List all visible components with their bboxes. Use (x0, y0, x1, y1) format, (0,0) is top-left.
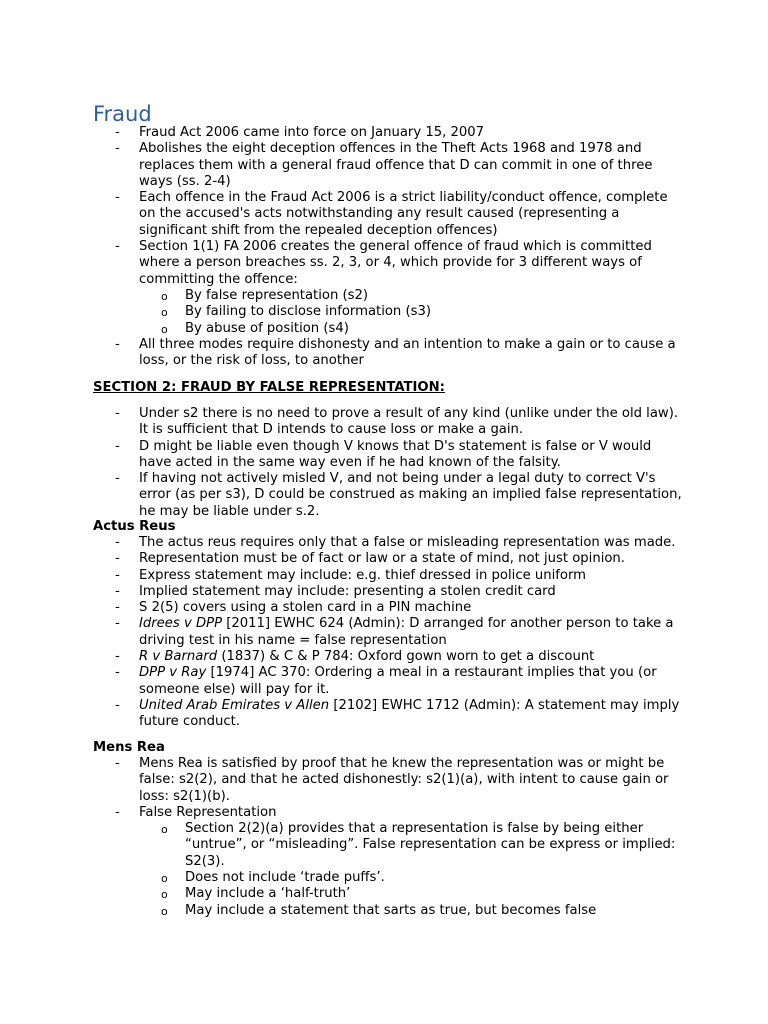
dash-bullet: - (115, 336, 120, 352)
list-item-text: Implied statement may include: presenting a stolen credit card (139, 583, 556, 599)
dash-bullet: - (115, 239, 120, 255)
list-item (93, 406, 683, 439)
sub-list-item (93, 288, 683, 304)
list-item (93, 568, 683, 584)
list-item (93, 584, 683, 600)
dash-bullet: - (115, 471, 120, 487)
circle-bullet: o (161, 289, 168, 303)
sub-list-item (93, 321, 683, 337)
false-representation-sublist (139, 821, 683, 919)
list-item-text: Express statement may include: e.g. thief dressed in police uniform (139, 567, 587, 583)
case-name: United Arab Emirates v Allen (139, 697, 330, 713)
case-name: DPP v Ray (139, 665, 207, 681)
actus-reus-heading: Actus Reus (93, 519, 176, 534)
list-item-text: Each offence in the Fraud Act 2006 is a strict liability/conduct offence, complete on the accused's acts notwithstanding any result caused (representing a significant shift from the repealed deception offences) (139, 190, 668, 238)
case-item (93, 665, 683, 698)
dash-bullet: - (115, 649, 120, 665)
dash-bullet: - (115, 551, 120, 567)
mens-rea-list (93, 756, 683, 919)
list-item-text: If having not actively misled V, and not being under a legal duty to correct V's error (as per s3), D could be construed as making an implied false representation, he may be liable under s.2. (139, 471, 682, 519)
list-item (93, 551, 683, 567)
circle-bullet: o (161, 872, 168, 886)
mens-rea-section (93, 756, 683, 919)
list-item-text: Abolishes the eight deception offences in the Theft Acts 1968 and 1978 and replaces them with a general fraud offence that D can commit in one of three ways (ss. 2-4) (139, 141, 653, 189)
section2-section (93, 406, 683, 520)
dash-bullet: - (115, 190, 120, 206)
dash-bullet: - (115, 567, 120, 583)
sub-list-item (93, 903, 683, 919)
dash-bullet: - (115, 125, 120, 140)
list-item (93, 600, 683, 616)
list-item-text: S 2(5) covers using a stolen card in a PIN machine (139, 600, 472, 616)
circle-bullet: o (161, 306, 168, 320)
intro-section (93, 125, 683, 369)
case-name: R v Barnard (139, 649, 218, 665)
case-text: [1974] AC 370: Ordering a meal in a restaurant implies that you (or someone else) will pay for it. (139, 665, 657, 697)
list-item-text: Fraud Act 2006 came into force on January 15, 2007 (139, 125, 485, 140)
modes-sublist (139, 288, 683, 337)
sub-list-item-text: Section 2(2)(a) provides that a representation is false by being either “untrue”, or “misleading”. False representation can be express or implied: S2(3). (185, 821, 676, 869)
sub-list-item-text: May include a statement that sarts as true, but becomes false (185, 902, 597, 918)
dash-bullet: - (115, 438, 120, 454)
list-item-text: Section 1(1) FA 2006 creates the general offence of fraud which is committed where a person breaches ss. 2, 3, or 4, which provide for 3 different ways of committing the offence: (139, 239, 652, 287)
section2-heading: SECTION 2: FRAUD BY FALSE REPRESENTATION: (93, 380, 445, 395)
intro-list (93, 125, 683, 369)
list-item-text: False Representation (139, 804, 277, 820)
sub-list-item (93, 821, 683, 870)
circle-bullet: o (161, 888, 168, 902)
case-text: (1837) & C & P 784: Oxford gown worn to get a discount (217, 649, 595, 665)
dash-bullet: - (115, 406, 120, 421)
sub-list-item-text: Does not include ‘trade puffs’. (185, 870, 385, 886)
dash-bullet: - (115, 616, 120, 632)
list-item (93, 239, 683, 337)
sub-list-item-text: May include a ‘half-truth’ (185, 886, 351, 902)
dash-bullet: - (115, 804, 120, 820)
dash-bullet: - (115, 535, 120, 550)
mens-rea-heading: Mens Rea (93, 740, 165, 755)
list-item-text: The actus reus requires only that a false or misleading representation was made. (139, 535, 676, 550)
actus-reus-section (93, 535, 683, 731)
circle-bullet: o (161, 322, 168, 336)
case-item (93, 649, 683, 665)
dash-bullet: - (115, 600, 120, 616)
sub-list-item-text: By abuse of position (s4) (185, 320, 349, 336)
list-item-text: Mens Rea is satisfied by proof that he knew the representation was or might be false: s2(2), and that he acted dishonestly: s2(1)(a), with intent to cause gain or loss: s2(1)(b). (139, 756, 669, 804)
list-item (93, 337, 683, 370)
list-item-text: D might be liable even though V knows that D's statement is false or V would have acted in the same way even if he had known of the falsity. (139, 438, 652, 470)
case-text: [2011] EWHC 624 (Admin): D arranged for another person to take a driving test in his name = false representation (139, 616, 674, 648)
circle-bullet: o (161, 904, 168, 918)
dash-bullet: - (115, 756, 120, 771)
list-item (93, 471, 683, 520)
section2-list (93, 406, 683, 520)
list-item-text: Representation must be of fact or law or a state of mind, not just opinion. (139, 551, 625, 567)
dash-bullet: - (115, 697, 120, 713)
sub-list-item (93, 304, 683, 320)
case-item (93, 698, 683, 731)
case-item (93, 616, 683, 649)
dash-bullet: - (115, 665, 120, 681)
list-item (93, 805, 683, 919)
list-item (93, 535, 683, 551)
list-item-text: Under s2 there is no need to prove a result of any kind (unlike under the old law). It is sufficient that D intends to cause loss or make a gain. (139, 406, 679, 438)
case-name: Idrees v DPP (139, 616, 223, 632)
page-title: Fraud (93, 102, 152, 126)
list-item (93, 756, 683, 805)
sub-list-item-text: By false representation (s2) (185, 287, 369, 303)
dash-bullet: - (115, 583, 120, 599)
list-item (93, 190, 683, 239)
list-item (93, 439, 683, 472)
list-item (93, 125, 683, 141)
sub-list-item (93, 870, 683, 886)
circle-bullet: o (161, 823, 168, 837)
dash-bullet: - (115, 141, 120, 157)
sub-list-item-text: By failing to disclose information (s3) (185, 304, 432, 320)
actus-reus-list (93, 535, 683, 731)
list-item-text: All three modes require dishonesty and an intention to make a gain or to cause a loss, or the risk of loss, to another (139, 336, 676, 369)
sub-list-item (93, 886, 683, 902)
case-text: [2102] EWHC 1712 (Admin): A statement may imply future conduct. (139, 697, 680, 730)
list-item (93, 141, 683, 190)
